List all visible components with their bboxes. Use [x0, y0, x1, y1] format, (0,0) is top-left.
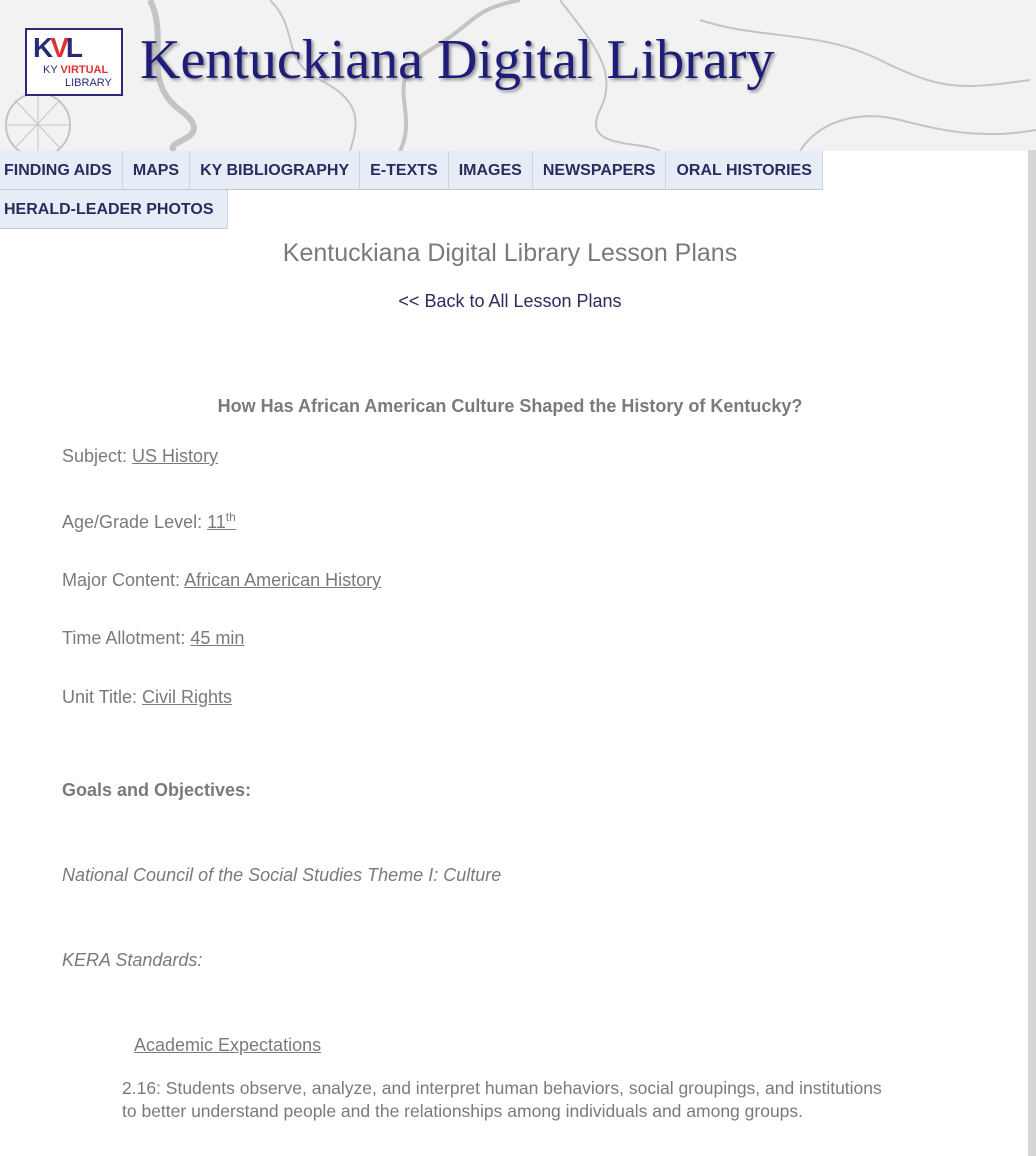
grade-field: [62, 510, 236, 533]
field-label: Age/Grade Level:: [62, 512, 208, 532]
field-label: Time Allotment:: [62, 628, 191, 648]
nav-maps[interactable]: MAPS: [123, 151, 190, 190]
nav-images[interactable]: IMAGES: [449, 151, 533, 190]
logo-text: KY: [43, 64, 58, 76]
site-title: Kentuckiana Digital Library: [140, 29, 775, 91]
goals-heading: Goals and Objectives:: [62, 780, 252, 800]
nav-finding-aids[interactable]: FINDING AIDS: [0, 151, 123, 190]
lesson-question: How Has African American Culture Shaped the History of Kentucky?: [217, 396, 803, 416]
kera-standards: KERA Standards:: [62, 950, 203, 970]
major-content-link[interactable]: African American History: [184, 570, 382, 590]
academic-expectations-link-wrap: [134, 1035, 321, 1056]
academic-expectations-link[interactable]: Academic Expectations: [134, 1035, 322, 1055]
time-field: [62, 628, 244, 649]
logo-text: VIRTUAL: [60, 64, 109, 76]
standard-2-16: 2.16: Students observe, analyze, and interpret human behaviors, social groupings, and institutions to better understand people and the relationships among individuals and among groups.: [122, 1078, 882, 1121]
nav-ky-bibliography[interactable]: KY BIBLIOGRAPHY: [190, 151, 360, 190]
time-link[interactable]: 45 min: [190, 628, 245, 648]
field-label: Major Content:: [62, 570, 185, 590]
grade-suffix: th: [225, 510, 236, 524]
nav-newspapers[interactable]: NEWSPAPERS: [533, 151, 667, 190]
main-nav: [0, 151, 823, 229]
field-label: Subject:: [62, 446, 133, 466]
subject-field: [62, 446, 218, 467]
grade-value: 11: [207, 512, 226, 532]
logo-text: LIBRARY: [65, 77, 112, 89]
nav-oral-histories[interactable]: ORAL HISTORIES: [666, 151, 822, 190]
unit-title-link[interactable]: Civil Rights: [142, 687, 233, 707]
grade-link[interactable]: [207, 512, 236, 532]
field-label: Unit Title:: [62, 687, 143, 707]
ncss-theme: National Council of the Social Studies Theme I: Culture: [62, 865, 502, 885]
page-title: Kentuckiana Digital Library Lesson Plans: [282, 239, 738, 267]
back-link[interactable]: << Back to All Lesson Plans: [398, 291, 622, 311]
nav-herald-leader-photos[interactable]: HERALD-LEADER PHOTOS: [0, 190, 228, 229]
unit-title-field: [62, 687, 232, 708]
major-content-field: [62, 570, 381, 591]
kvl-logo[interactable]: KVL KY VIRTUAL LIBRARY: [25, 28, 123, 96]
nav-e-texts[interactable]: E-TEXTS: [360, 151, 449, 190]
subject-link[interactable]: US History: [132, 446, 219, 466]
scrollbar[interactable]: [1028, 150, 1036, 1156]
site-header: [0, 0, 1036, 151]
